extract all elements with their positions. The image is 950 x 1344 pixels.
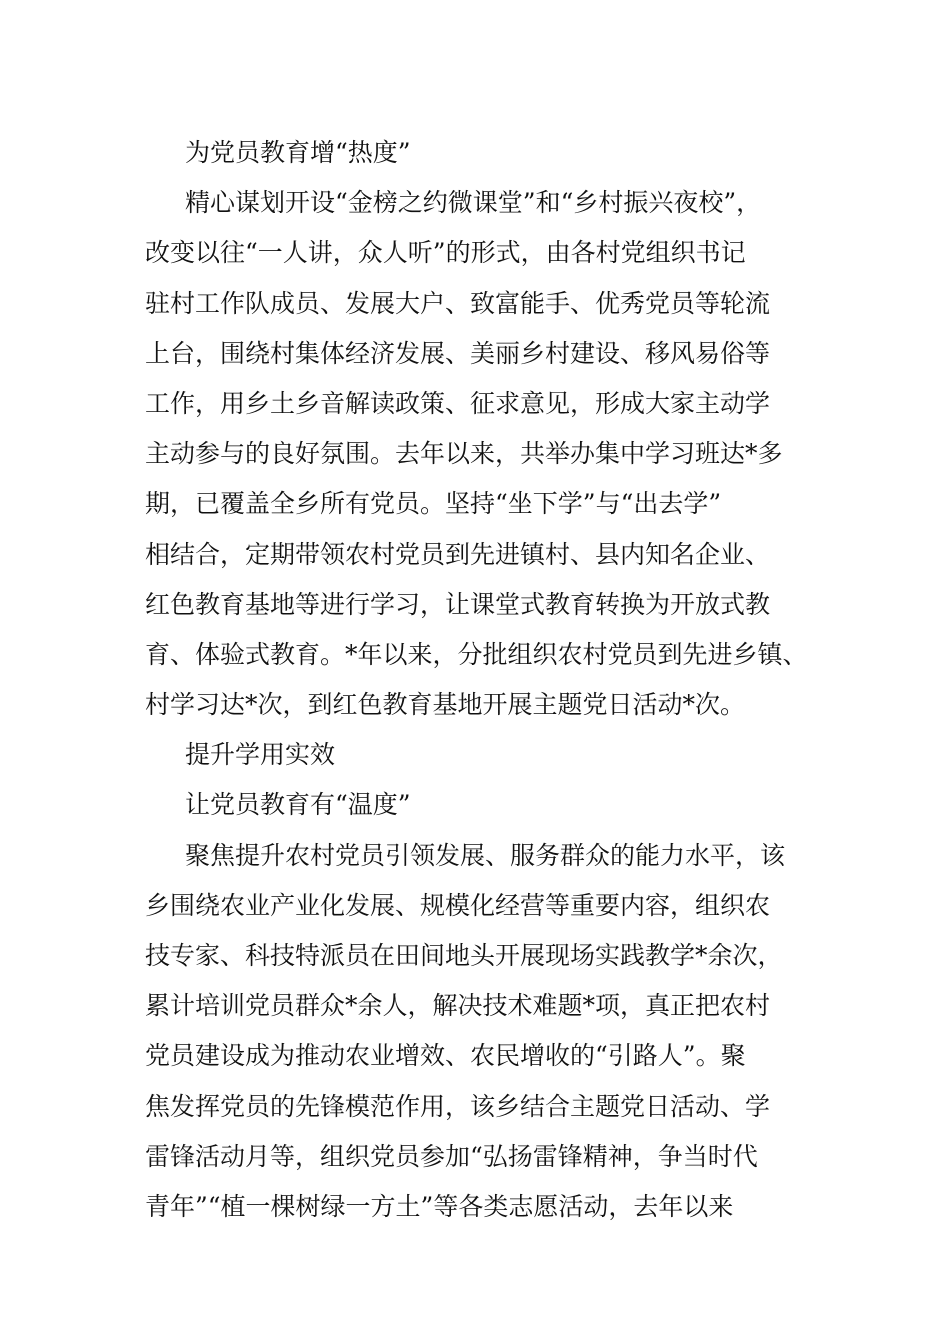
text-line: 改变以往“一人讲，众人听”的形式，由各村党组织书记 (145, 238, 746, 268)
text-line: 工作，用乡土乡音解读政策、征求意见，形成大家主动学 (145, 388, 771, 418)
text-line: 青年”“植一棵树绿一方土”等各类志愿活动，去年以来 (145, 1191, 734, 1221)
text-line: 聚焦提升农村党员引领发展、服务群众的能力水平，该 (185, 840, 786, 870)
text-line: 村学习达*次，到红色教育基地开展主题党日活动*次。 (145, 690, 746, 720)
document-body (145, 128, 825, 1232)
text-line: 育、体验式教育。*年以来，分批组织农村党员到先进乡镇、 (145, 639, 808, 669)
text-line: 让党员教育有“温度” (185, 790, 411, 820)
text-line: 乡围绕农业产业化发展、规模化经营等重要内容，组织农 (145, 890, 771, 920)
text-line: 期，已覆盖全乡所有党员。坚持“坐下学”与“出去学” (145, 489, 722, 519)
text-line: 党员建设成为推动农业增效、农民增收的“引路人”。聚 (145, 1041, 746, 1071)
text-line: 精心谋划开设“金榜之约微课堂”和“乡村振兴夜校”， (185, 188, 762, 218)
text-line: 相结合，定期带领农村党员到先进镇村、县内知名企业、 (145, 539, 771, 569)
text-line: 红色教育基地等进行学习，让课堂式教育转换为开放式教 (145, 589, 771, 619)
text-line: 累计培训党员群众*余人，解决技术难题*项，真正把农村 (145, 991, 771, 1021)
text-line: 提升学用实效 (185, 740, 336, 770)
text-line: 雷锋活动月等，组织党员参加“弘扬雷锋精神，争当时代 (145, 1141, 758, 1171)
text-line: 主动参与的良好氛围。去年以来，共举办集中学习班达*多 (145, 439, 783, 469)
text-line: 驻村工作队成员、发展大户、致富能手、优秀党员等轮流 (145, 288, 771, 318)
text-line: 上台，围绕村集体经济发展、美丽乡村建设、移风易俗等 (145, 338, 771, 368)
text-line: 焦发挥党员的先锋模范作用，该乡结合主题党日活动、学 (145, 1091, 771, 1121)
text-line: 为党员教育增“热度” (185, 138, 411, 167)
text-line: 技专家、科技特派员在田间地头开展现场实践教学*余次， (145, 941, 783, 970)
